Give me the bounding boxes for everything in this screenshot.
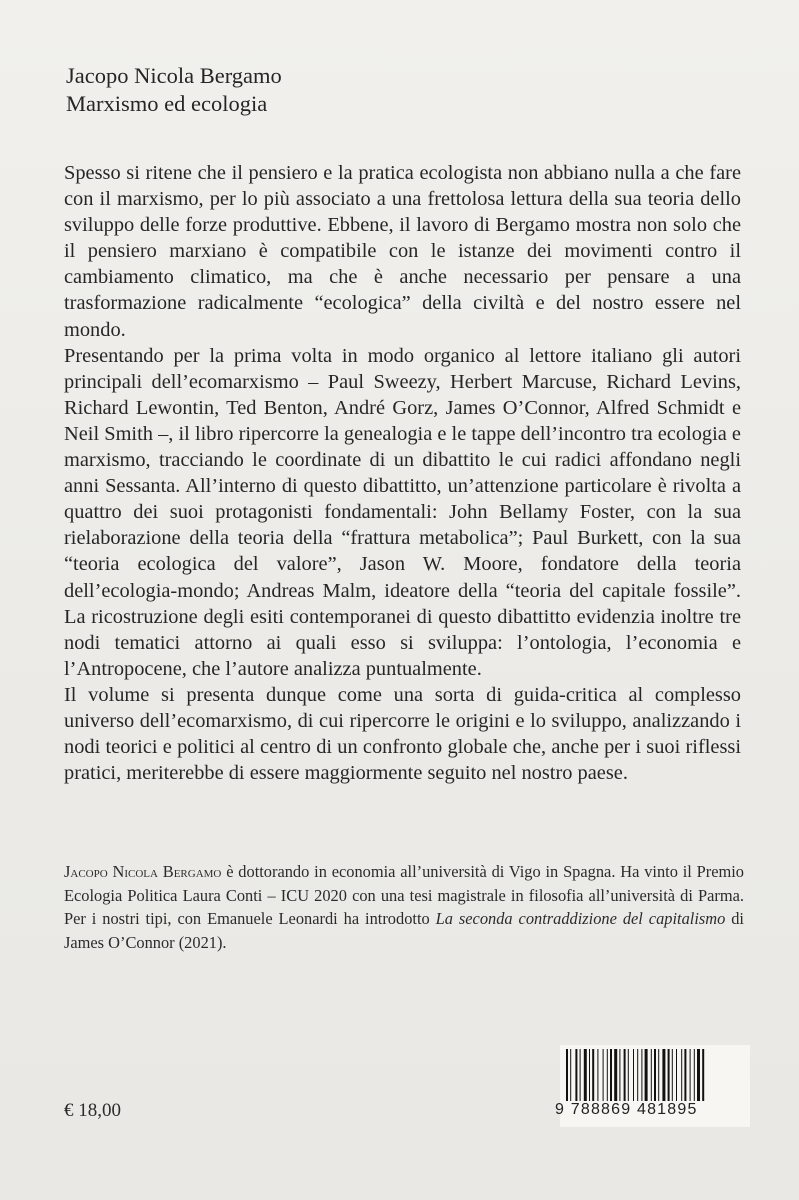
blurb-paragraph: Spesso si ritene che il pensiero e la pratica ecologista non abbiano nulla a che fare con il marxismo, per lo più associato a una frettolosa lettura della sua teoria dello sviluppo delle forze produttive. Ebbene, il lavoro di Bergamo mostra non solo che il pensiero marxiano è compatibile con le istanze dei movimenti contro il cambiamento climatico, ma che è anche necessario per pensare a una trasformazione radicalmente “ecologica” della civiltà e del nostro essere nel mondo. xyxy=(64,162,741,341)
author-bio xyxy=(64,860,744,954)
bio-text: è dottorando in economia all’università di Vigo in Spagna. Ha vinto il Premio Ecologia Politica Laura Conti – ICU 2020 con una tesi magistrale in filosofia all’università di Parma. Per i nostri tipi, con Emanuele Leonardi ha introdotto xyxy=(64,862,744,928)
book-title: Marxismo ed ecologia xyxy=(66,91,268,116)
barcode-number: 9 788869 481895 xyxy=(555,1101,698,1118)
blurb-paragraph: Il volume si presenta dunque come una sorta di guida-critica al complesso universo dell’ecomarxismo, di cui ripercorre le origini e lo sviluppo, analizzando i nodi teorici e politici al centro di un confronto globale che, anche per i suoi riflessi pratici, meriterebbe di essere maggiormente seguito nel nostro paese. xyxy=(64,683,741,785)
blurb xyxy=(64,160,741,786)
price-label: € 18,00 xyxy=(64,1100,121,1121)
author-name: Jacopo Nicola Bergamo xyxy=(66,63,282,88)
bio-book-title: La seconda contraddizione del capitalismo xyxy=(435,909,726,928)
blurb-paragraph: Presentando per la prima volta in modo organico al lettore italiano gli autori principali dell’ecomarxismo – Paul Sweezy, Herbert Marcuse, Richard Levins, Richard Lewontin, Ted Benton, André Gorz, James O’Connor, Alfred Schmidt e Neil Smith –, il libro ripercorre la genealogia e le tappe dell’incontro tra ecologia e marxismo, tracciando le coordinate di un dibattito le cui radici affondano negli anni Sessanta. All’interno di questo dibattitto, un’attenzione particolare è rivolta a quattro dei suoi protagonisti fondamentali: John Bellamy Foster, con la sua rielaborazione della teoria della “frattura metabolica”; Paul Burkett, con la sua “teoria ecologica del valore”, Jason W. Moore, fondatore della teoria dell’ecologia-mondo; Andreas Malm, ideatore della “teoria del capitale fossile”. La ricostruzione degli esiti contemporanei di questo dibattitto evidenzia inoltre tre nodi tematici attorno ai quali esso si sviluppa: l’ontologia, l’economia e l’Antropocene, che l’autore analizza puntualmente. xyxy=(64,344,741,680)
header-block xyxy=(66,62,282,118)
bio-text-end: di James O’Connor (2021). xyxy=(64,909,744,952)
bio-author-name: Jacopo Nicola Bergamo xyxy=(64,862,222,881)
